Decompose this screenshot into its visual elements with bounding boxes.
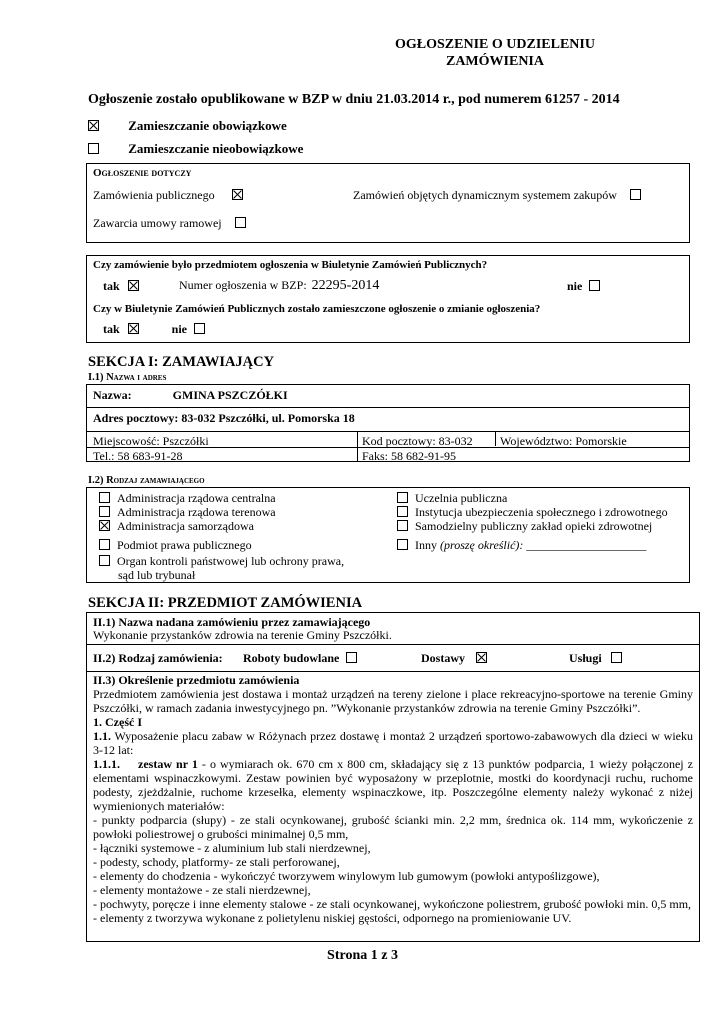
checkbox-type-5[interactable]: [99, 555, 110, 566]
bzp-q2-yes: [103, 322, 205, 336]
publication-info: Ogłoszenie zostało opublikowane w BZP w dniu 21.03.2014 r., pod numerem 61257 - 2014: [88, 92, 620, 107]
order-type-supplies: [421, 651, 487, 665]
voivodeship: Województwo: Pomorskie: [500, 434, 627, 448]
point-1-1-number: 1.1.: [93, 729, 111, 743]
type-label-1: Administracja rządowa centralna: [117, 491, 276, 505]
type-option-2: [99, 505, 276, 519]
bzp-box: [86, 255, 690, 343]
bzp-number-label: Numer ogłoszenia w BZP:: [179, 278, 307, 292]
checkbox-type-3[interactable]: [99, 520, 110, 531]
point-1-1-1: [93, 757, 693, 813]
dynamic-system-label: Zamówień objętych dynamicznym systemem zakupów: [353, 188, 617, 202]
section-1-2-label: I.2) Rodzaj zamawiającego: [88, 475, 205, 486]
material-item: - elementy do chodzenia - wykończyć tworzywem winylowym lub gumowym (powłoki antypoślizgowe),: [93, 869, 600, 883]
type-option-3: [99, 519, 254, 533]
notice-concerns-box: [86, 163, 690, 243]
section-1-title: SEKCJA I: ZAMAWIAJĄCY: [88, 354, 275, 370]
public-procurement-label: Zamówienia publicznego: [93, 188, 215, 202]
type-option-8: [397, 519, 652, 533]
checkbox-type-other[interactable]: [397, 539, 408, 550]
placement-optional-label: Zamieszczanie nieobowiązkowe: [128, 141, 304, 156]
postal-address: Adres pocztowy: 83-032 Pszczółki, ul. Pomorska 18: [93, 411, 355, 425]
order-type-works-label: Roboty budowlane: [243, 651, 340, 665]
order-type-supplies-label: Dostawy: [421, 651, 465, 665]
dynamic-system-option: [353, 188, 641, 202]
section-2-1-label: II.1) Nazwa nadana zamówieniu przez zamawiającego: [93, 615, 371, 629]
type-option-5: [99, 554, 344, 568]
checkbox-type-2[interactable]: [99, 506, 110, 517]
type-label-3: Administracja samorządowa: [117, 519, 254, 533]
checkbox-type-4[interactable]: [99, 539, 110, 550]
name-row: [93, 388, 288, 402]
name-value: GMINA PSZCZÓŁKI: [172, 388, 288, 402]
order-type-services: [569, 651, 622, 665]
point-1-1-1-number: 1.1.1.: [93, 757, 120, 771]
placement-mandatory-label: Zamieszczanie obowiązkowe: [128, 118, 287, 133]
title-line-2: ZAMÓWIENIA: [445, 54, 544, 69]
section-2-1-value: Wykonanie przystanków zdrowia na terenie Gminy Pszczółki.: [93, 628, 392, 642]
phone: Tel.: 58 683-91-28: [93, 449, 183, 463]
type-other-hint: (proszę określić):: [440, 538, 524, 552]
bzp-q2-no-label: nie: [171, 322, 188, 336]
order-type-services-label: Usługi: [569, 651, 602, 665]
section-2-title: SEKCJA II: PRZEDMIOT ZAMÓWIENIA: [88, 595, 363, 611]
type-label-5-cont: sąd lub trybunał: [118, 568, 196, 582]
bzp-q1-yes-label: tak: [103, 279, 120, 293]
placement-mandatory: [88, 118, 287, 134]
type-label-6: Uczelnia publiczna: [415, 491, 508, 505]
city: Miejscowość: Pszczółki: [93, 434, 209, 448]
checkbox-supplies[interactable]: [476, 652, 487, 663]
checkbox-bzp-q2-no[interactable]: [194, 323, 205, 334]
framework-agreement-label: Zawarcia umowy ramowej: [93, 216, 222, 230]
type-other-label: Inny: [415, 538, 437, 552]
name-label: Nazwa:: [93, 388, 132, 402]
address-table: [86, 384, 690, 462]
checkbox-works[interactable]: [346, 652, 357, 663]
postal-code: Kod pocztowy: 83-032: [362, 434, 473, 448]
point-1-1-text: Wyposażenie placu zabaw w Różynach przez dostawę i montaż 2 urządzeń sportowo-zabawowych dla dzieci w wieku 3-12 lat:: [93, 729, 693, 757]
type-option-other: [397, 538, 646, 552]
material-item: - podesty, schody, platformy- ze stali perforowanej,: [93, 855, 340, 869]
checkbox-bzp-q1-yes[interactable]: [128, 280, 139, 291]
type-option-4: [99, 538, 252, 552]
notice-concerns-header: Ogłoszenie dotyczy: [93, 167, 192, 179]
bzp-question-2: Czy w Biuletynie Zamówień Publicznych zostało zamieszczone ogłoszenie o zmianie ogłoszenia?: [93, 303, 541, 315]
type-option-1: [99, 491, 276, 505]
fax: Faks: 58 682-91-95: [362, 449, 456, 463]
point-1-1-1-bold: zestaw nr 1: [138, 757, 198, 771]
bzp-number-value: 22295-2014: [311, 278, 380, 293]
checkbox-public-procurement[interactable]: [232, 189, 243, 200]
contracting-type-box: [86, 487, 690, 583]
checkbox-type-6[interactable]: [397, 492, 408, 503]
type-label-7: Instytucja ubezpieczenia społecznego i zdrowotnego: [415, 505, 668, 519]
section-2-3-content: [93, 673, 693, 925]
section-2-2-label: II.2) Rodzaj zamówienia:: [93, 651, 223, 665]
subject-intro: Przedmiotem zamówienia jest dostawa i montaż urządzeń na tereny zielone i place rekreacyjno-sportowe na terenie Gminy Pszczółki, w ramach zadania inwestycyjnego pn. ”Wykonanie przystanków zdrowia na terenie Gminy Pszczółki”.: [93, 687, 693, 715]
material-item: - elementy montażowe - ze stali nierdzewnej,: [93, 883, 311, 897]
placement-optional: [88, 141, 303, 157]
bzp-q1-yes: [103, 279, 139, 293]
part-1-heading: 1. Część I: [93, 715, 142, 729]
checkbox-framework-agreement[interactable]: [235, 217, 246, 228]
bzp-q2-yes-label: tak: [103, 322, 120, 336]
type-label-8: Samodzielny publiczny zakład opieki zdrowotnej: [415, 519, 653, 533]
checkbox-dynamic-system[interactable]: [630, 189, 641, 200]
checkbox-type-7[interactable]: [397, 506, 408, 517]
page-number: Strona 1 z 3: [327, 948, 398, 963]
type-option-6: [397, 491, 507, 505]
checkbox-bzp-q1-no[interactable]: [589, 280, 600, 291]
checkbox-type-8[interactable]: [397, 520, 408, 531]
bzp-q1-no: [567, 279, 600, 293]
bzp-question-1: Czy zamówienie było przedmiotem ogłoszenia w Biuletynie Zamówień Publicznych?: [93, 259, 488, 271]
point-1-1-1-text: - o wymiarach ok. 670 cm x 800 cm, składający się z 13 punktów podparcia, 1 wieży połączonej z elementami wspinaczkowymi. Zestaw powinien być wyposażony w przeplotnie, mostki do koordynacji ruchu, ruchome podesty, zjeżdżalnie, ruchome krzesełka, elementy wspinaczkowe, itp. Poszczególne elementy należy wykonać z niżej wymienionych materiałów:: [93, 757, 693, 813]
checkbox-mandatory[interactable]: [88, 120, 99, 131]
type-label-5: Organ kontroli państwowej lub ochrony prawa,: [117, 554, 345, 568]
bzp-q1-no-label: nie: [567, 279, 583, 293]
material-item: - elementy z tworzywa wykonane z polietylenu niskiej gęstości, odpornego na promieniowanie UV.: [93, 911, 572, 925]
type-label-2: Administracja rządowa terenowa: [117, 505, 276, 519]
material-item: - punkty podparcia (słupy) - ze stali ocynkowanej, grubość ścianki min. 2,2 mm, średnica ok. 114 mm, wykończenie z powłoki poliestrowej o grubości minimalnej 0,5 mm,: [93, 813, 693, 841]
type-other-field[interactable]: ____________________: [526, 538, 647, 552]
section-1-1-label: I.1) Nazwa i adres: [88, 372, 167, 383]
section-2-3-label: II.3) Określenie przedmiotu zamówienia: [93, 673, 300, 687]
order-type-works: [243, 651, 357, 665]
subject-table: [86, 612, 700, 942]
type-label-4: Podmiot prawa publicznego: [117, 538, 252, 552]
title-line-1: OGŁOSZENIE O UDZIELENIU: [395, 37, 595, 52]
document-title: [340, 36, 650, 70]
checkbox-services[interactable]: [611, 652, 622, 663]
checkbox-type-1[interactable]: [99, 492, 110, 503]
bzp-number: [179, 278, 379, 293]
material-item: - łączniki systemowe - z aluminium lub stali nierdzewnej,: [93, 841, 371, 855]
type-option-7: [397, 505, 668, 519]
public-procurement-option: [93, 188, 243, 202]
material-item: - pochwyty, poręcze i inne elementy stalowe - ze stali ocynkowanej, wykończone poliestrem, grubość powłoki min. 0,5 mm,: [93, 897, 692, 911]
point-1-1: [93, 729, 693, 757]
framework-agreement-option: [93, 216, 246, 230]
checkbox-bzp-q2-yes[interactable]: [128, 323, 139, 334]
checkbox-optional[interactable]: [88, 143, 99, 154]
